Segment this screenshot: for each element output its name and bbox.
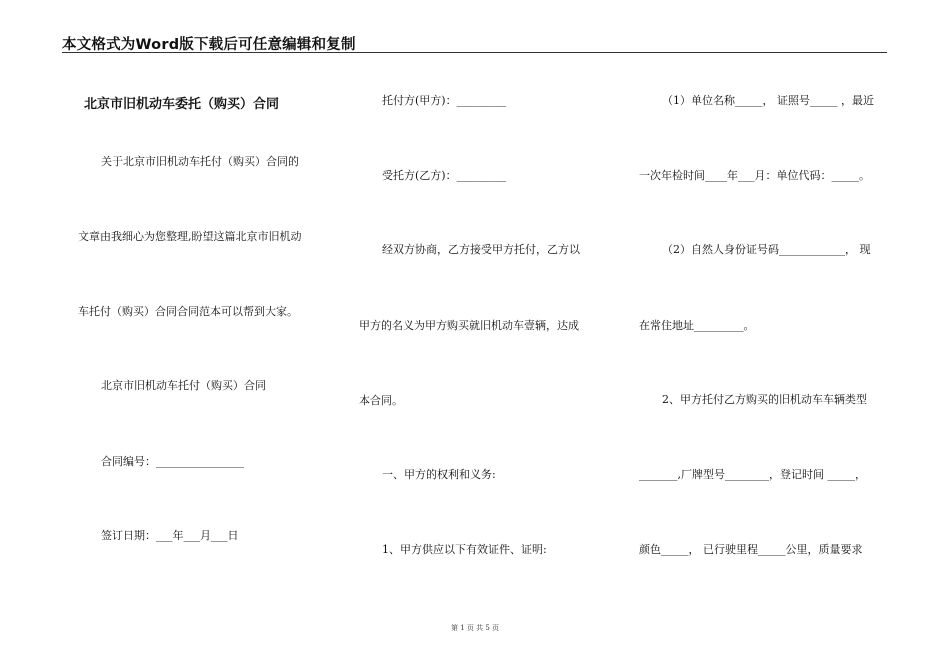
paragraph-line: 文章由我细心为您整理,盼望这篇北京市旧机动 [78, 230, 302, 243]
paragraph-line: （2）自然人身份证号码____________， 现 [662, 243, 871, 256]
paragraph-line: 车托付（购买）合同合同范本可以帮到大家。 [78, 305, 298, 318]
section-heading: 一、甲方的权利和义务: [382, 468, 496, 481]
paragraph-line: 1、甲方供应以下有效证件、证明: [382, 543, 547, 556]
contract-name-line: 北京市旧机动车托付（购买）合同 [101, 379, 266, 392]
paragraph-line: 在常住地址_________。 [639, 319, 755, 332]
party-b-line: 受托方(乙方)：_________ [382, 169, 507, 182]
page-header: 本文格式为Word版下载后可任意编辑和复制 [62, 37, 356, 53]
paragraph-line: 本合同。 [359, 394, 403, 407]
signing-date-line: 签订日期：___年___月___日 [101, 529, 239, 542]
party-a-line: 托付方(甲方)：_________ [382, 94, 507, 107]
paragraph-line: 一次年检时间____年___月：单位代码：_____。 [639, 169, 870, 182]
paragraph-line: _______,厂牌型号________，登记时间 _____， [639, 468, 866, 481]
paragraph-line: 经双方协商，乙方接受甲方托付，乙方以 [382, 243, 580, 256]
contract-number-line: 合同编号：________________ [101, 455, 244, 468]
paragraph-line: 甲方的名义为甲方购买就旧机动车壹辆，达成 [359, 319, 579, 332]
header-divider [62, 52, 887, 53]
paragraph-line: 关于北京市旧机动车托付（购买）合同的 [101, 155, 299, 168]
paragraph-line: 2、甲方托付乙方购买的旧机动车车辆类型 [662, 393, 867, 406]
paragraph-line: （1）单位名称_____， 证照号_____ ，最近 [662, 94, 874, 107]
document-title: 北京市旧机动车委托（购买）合同 [84, 97, 280, 112]
paragraph-line: 颜色_____， 已行驶里程_____公里，质量要求 [639, 543, 863, 556]
page-footer: 第 1 页 共 5 页 [450, 624, 500, 632]
